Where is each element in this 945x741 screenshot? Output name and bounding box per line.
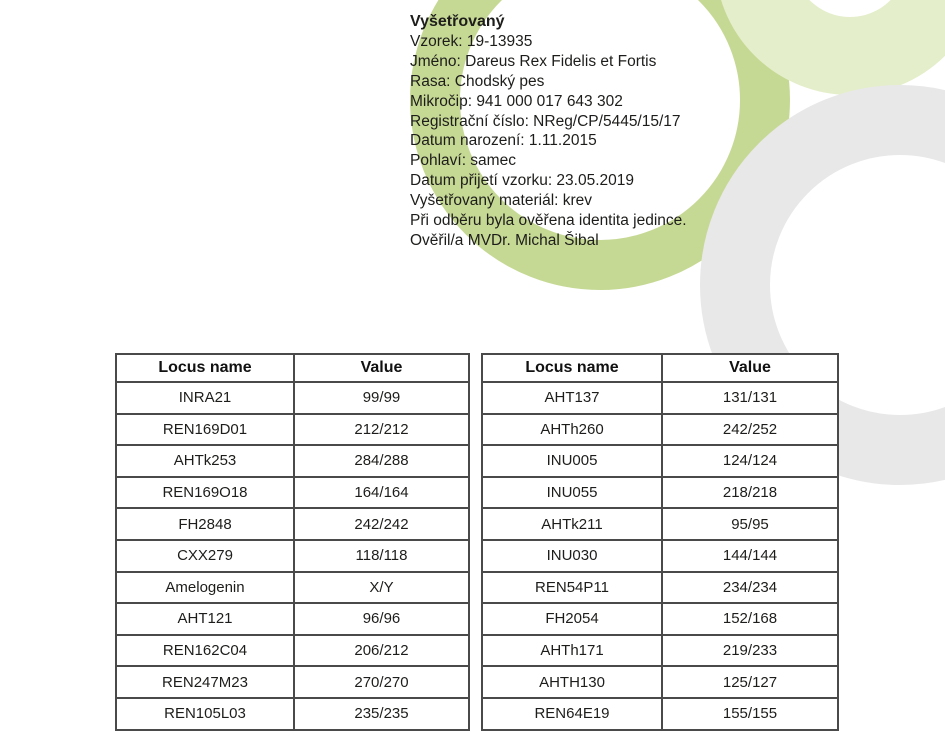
- locus-cell: AHT121: [116, 603, 294, 635]
- locus-cell: INU030: [482, 540, 662, 572]
- table-row: [482, 540, 838, 572]
- table-row: [116, 382, 469, 414]
- locus-cell: AHT137: [482, 382, 662, 414]
- subject-info-title: Vyšetřovaný: [410, 13, 505, 30]
- value-cell: 131/131: [662, 382, 838, 414]
- table-row: [116, 666, 469, 698]
- info-line: Vzorek: 19-13935: [410, 32, 533, 50]
- column-header-value: Value: [662, 354, 838, 382]
- table-row: [482, 698, 838, 730]
- value-cell: 235/235: [294, 698, 469, 730]
- table-row: [116, 414, 469, 446]
- value-cell: 218/218: [662, 477, 838, 509]
- value-cell: 164/164: [294, 477, 469, 509]
- value-cell: 242/242: [294, 508, 469, 540]
- value-cell: 234/234: [662, 572, 838, 604]
- locus-cell: FH2054: [482, 603, 662, 635]
- info-line: Mikročip: 941 000 017 643 302: [410, 92, 623, 110]
- table-row: [116, 477, 469, 509]
- table-row: [116, 635, 469, 667]
- subject-info-lines: [410, 32, 687, 251]
- value-cell: 95/95: [662, 508, 838, 540]
- locus-cell: REN105L03: [116, 698, 294, 730]
- column-header-value: Value: [294, 354, 469, 382]
- table-row: [482, 382, 838, 414]
- locus-cell: Amelogenin: [116, 572, 294, 604]
- table-row: [482, 572, 838, 604]
- locus-cell: INU005: [482, 445, 662, 477]
- column-header-locus-name: Locus name: [482, 354, 662, 382]
- info-line: Při odběru byla ověřena identita jedince.: [410, 212, 687, 230]
- value-cell: 206/212: [294, 635, 469, 667]
- info-line: Registrační číslo: NReg/CP/5445/15/17: [410, 112, 681, 130]
- locus-cell: CXX279: [116, 540, 294, 572]
- locus-cell: REN64E19: [482, 698, 662, 730]
- value-cell: 99/99: [294, 382, 469, 414]
- table-row: [482, 414, 838, 446]
- value-cell: 219/233: [662, 635, 838, 667]
- locus-cell: AHTh171: [482, 635, 662, 667]
- table-row: [482, 666, 838, 698]
- column-header-locus-name: Locus name: [116, 354, 294, 382]
- locus-cell: REN162C04: [116, 635, 294, 667]
- value-cell: 212/212: [294, 414, 469, 446]
- locus-cell: REN54P11: [482, 572, 662, 604]
- table-row: [482, 445, 838, 477]
- value-cell: X/Y: [294, 572, 469, 604]
- locus-cell: AHTH130: [482, 666, 662, 698]
- value-cell: 152/168: [662, 603, 838, 635]
- value-cell: 242/252: [662, 414, 838, 446]
- locus-cell: AHTh260: [482, 414, 662, 446]
- table-row: [116, 508, 469, 540]
- right-locus-table: [481, 353, 839, 731]
- value-cell: 118/118: [294, 540, 469, 572]
- table-row: [482, 603, 838, 635]
- locus-cell: REN169O18: [116, 477, 294, 509]
- locus-cell: INRA21: [116, 382, 294, 414]
- value-cell: 155/155: [662, 698, 838, 730]
- value-cell: 144/144: [662, 540, 838, 572]
- value-cell: 284/288: [294, 445, 469, 477]
- info-line: Rasa: Chodský pes: [410, 72, 545, 90]
- locus-cell: AHTk253: [116, 445, 294, 477]
- table-row: [116, 445, 469, 477]
- locus-cell: REN247M23: [116, 666, 294, 698]
- table-row: [116, 540, 469, 572]
- table-row: [482, 508, 838, 540]
- locus-cell: FH2848: [116, 508, 294, 540]
- table-header-row: [116, 354, 469, 382]
- value-cell: 96/96: [294, 603, 469, 635]
- table-header-row: [482, 354, 838, 382]
- value-cell: 125/127: [662, 666, 838, 698]
- info-line: Vyšetřovaný materiál: krev: [410, 192, 593, 210]
- locus-cell: AHTk211: [482, 508, 662, 540]
- subject-info-block: [410, 12, 687, 251]
- locus-cell: REN169D01: [116, 414, 294, 446]
- info-line: Ověřil/a MVDr. Michal Šibal: [410, 231, 599, 249]
- table-row: [482, 635, 838, 667]
- table-row: [116, 698, 469, 730]
- table-row: [116, 572, 469, 604]
- table-row: [116, 603, 469, 635]
- locus-cell: INU055: [482, 477, 662, 509]
- table-row: [482, 477, 838, 509]
- left-locus-table: [115, 353, 470, 731]
- value-cell: 270/270: [294, 666, 469, 698]
- locus-tables: [115, 353, 839, 731]
- value-cell: 124/124: [662, 445, 838, 477]
- info-line: Pohlaví: samec: [410, 152, 516, 170]
- info-line: Jméno: Dareus Rex Fidelis et Fortis: [410, 52, 657, 70]
- info-line: Datum přijetí vzorku: 23.05.2019: [410, 172, 635, 190]
- info-line: Datum narození: 1.11.2015: [410, 132, 597, 150]
